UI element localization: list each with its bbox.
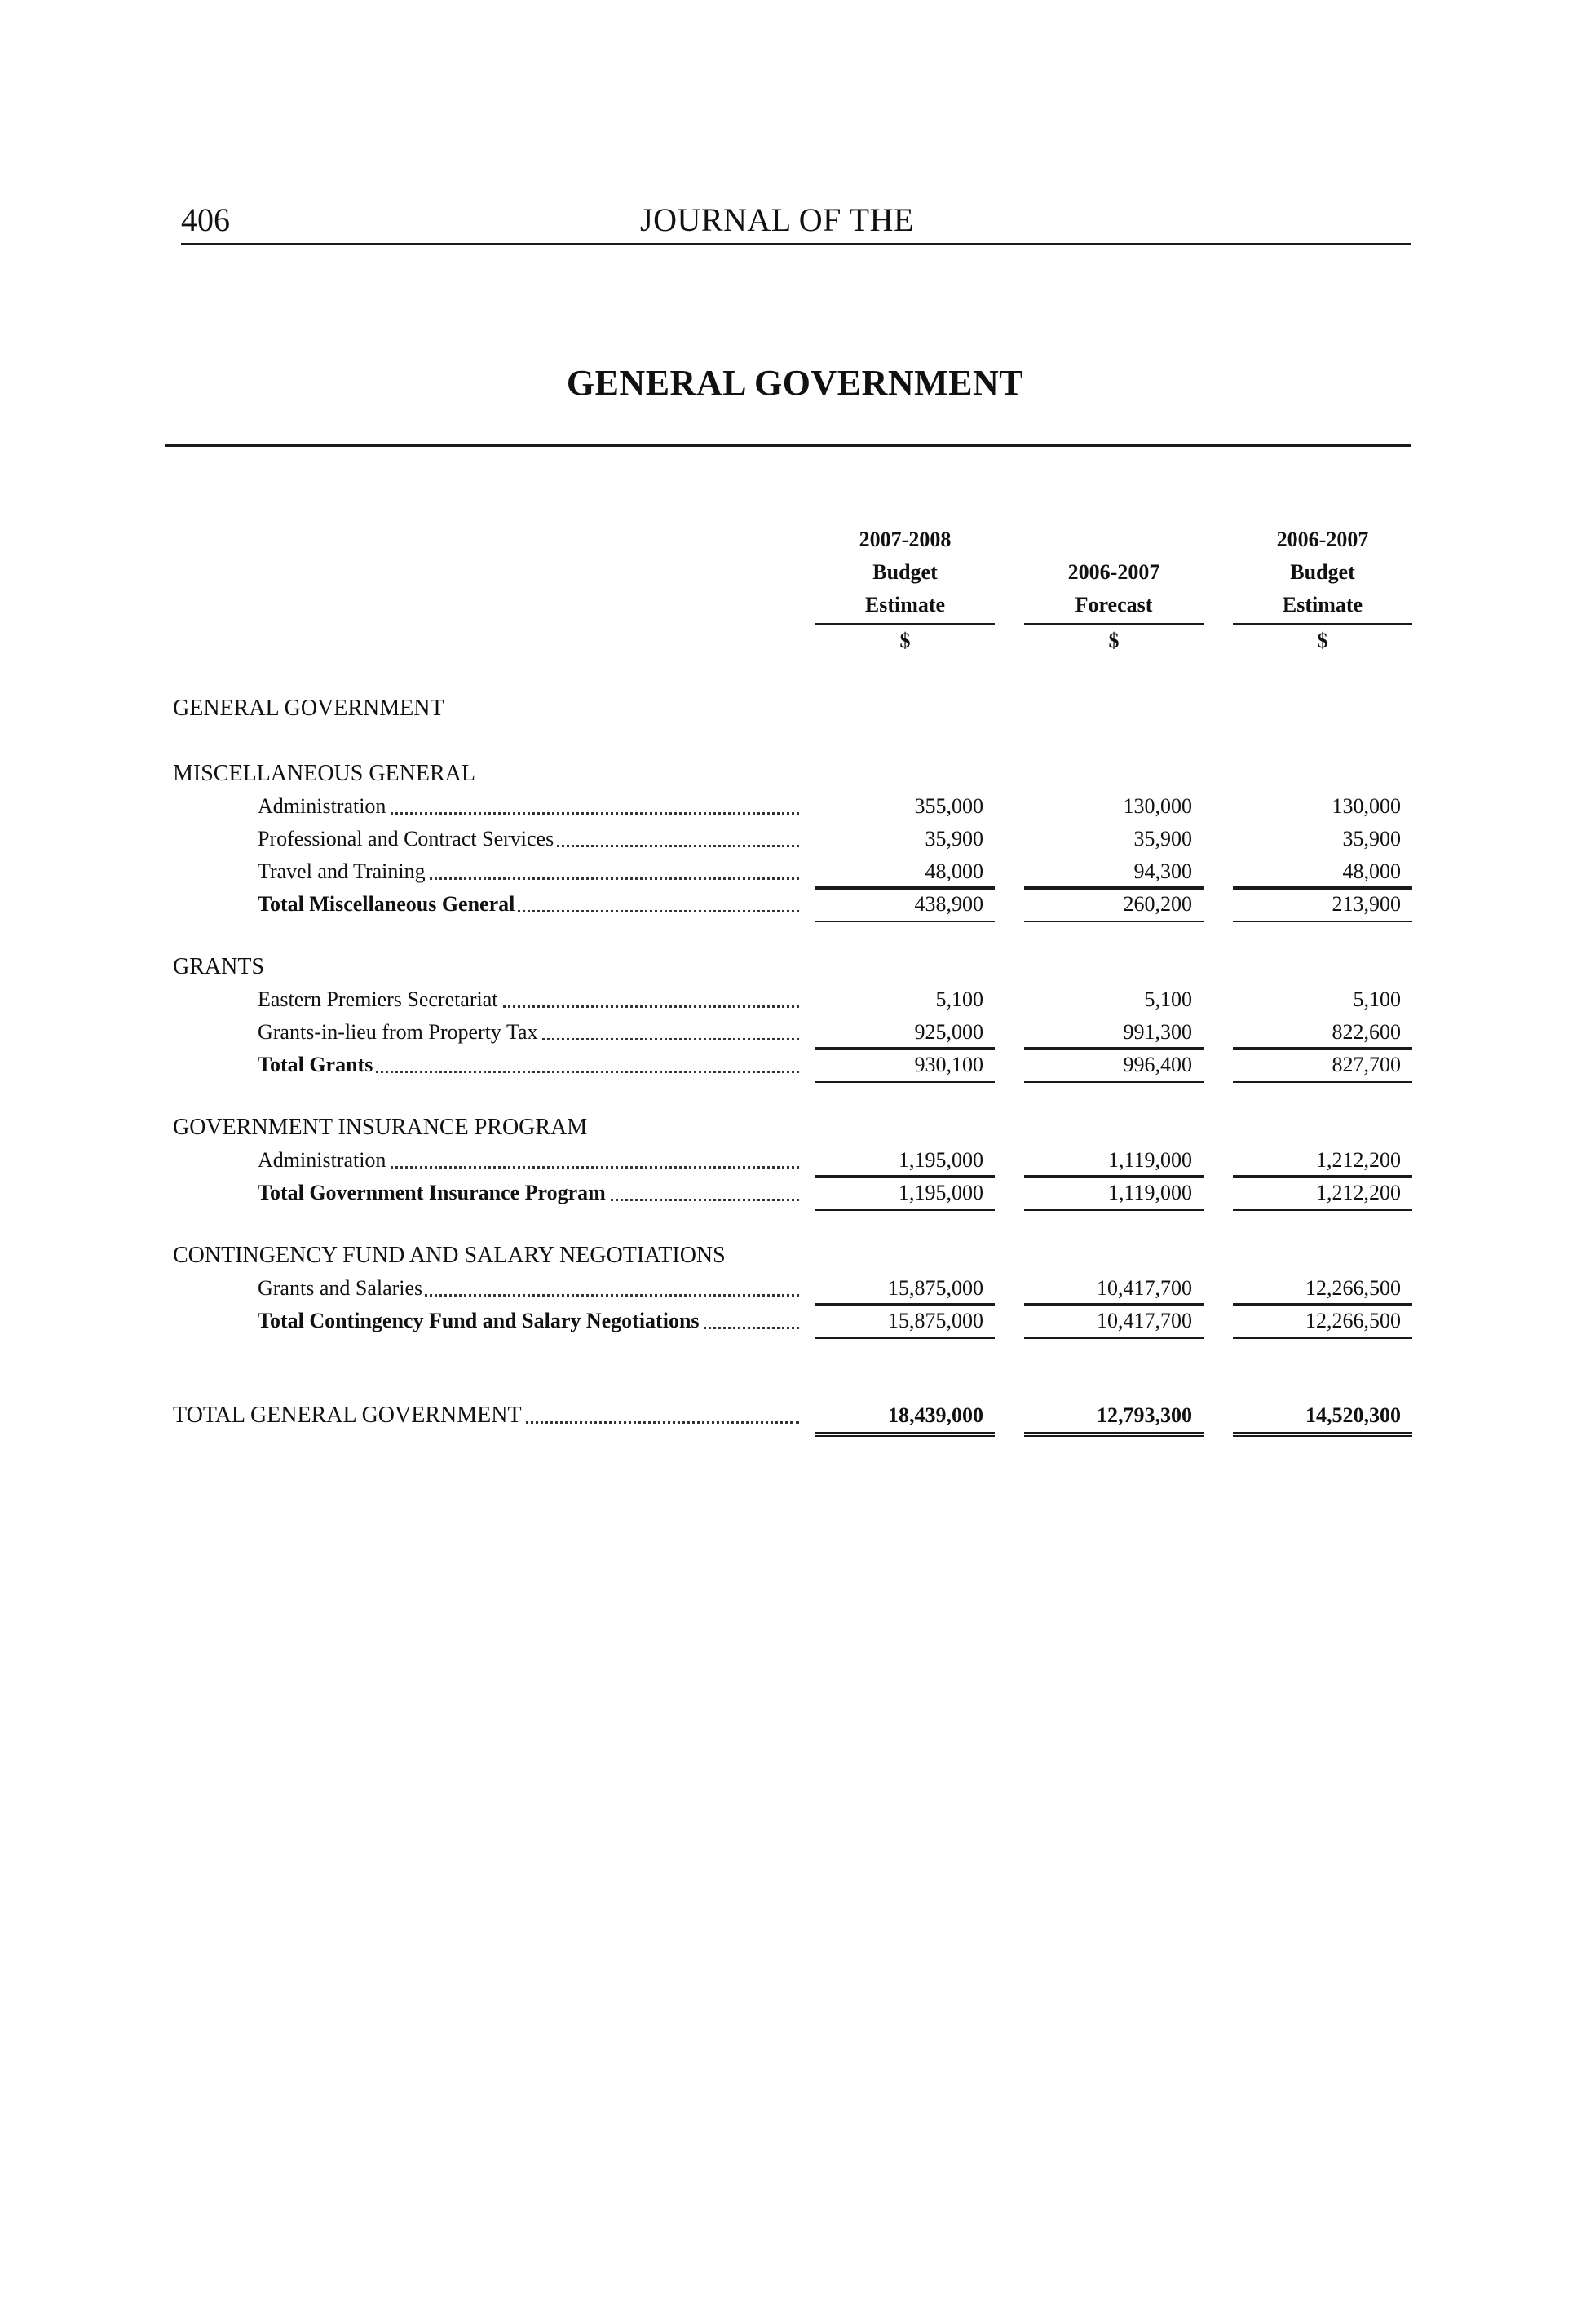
subtotal-text: Total Grants [258, 1053, 375, 1076]
subtotal-budget-2007-2008: 1,195,000 [815, 1177, 995, 1211]
column-unit: $ [1317, 629, 1328, 652]
column-header-line: Estimate [1282, 593, 1363, 616]
column-unit: $ [1108, 629, 1120, 652]
title-divider [165, 444, 1411, 447]
page-title: GENERAL GOVERNMENT [566, 363, 1024, 403]
budget-2006-2007-value: 1,212,200 [1233, 1144, 1412, 1177]
forecast-2006-2007-value: 35,900 [1133, 827, 1192, 851]
budget-2006-2007-value: 822,600 [1233, 1016, 1412, 1049]
journal-title: JOURNAL OF THE [640, 201, 914, 238]
budget-2006-2007-value: 5,100 [1353, 987, 1401, 1011]
table-row [0, 790, 1590, 823]
grand-total-label [173, 1399, 799, 1432]
budget-2006-2007-value: 130,000 [1332, 794, 1401, 818]
subtotal-budget-2006-2007: 1,212,200 [1233, 1177, 1412, 1211]
budget-2007-2008-value: 355,000 [914, 794, 983, 818]
section-heading-row [0, 1239, 1590, 1272]
subtotal-budget-2007-2008: 930,100 [815, 1049, 995, 1083]
table-row [0, 855, 1590, 888]
grand-total-forecast-2006-2007: 12,793,300 [1024, 1399, 1204, 1437]
table-row [0, 1272, 1590, 1305]
budget-2006-2007-value: 35,900 [1342, 827, 1401, 851]
column-header-line: Estimate [864, 593, 946, 616]
forecast-2006-2007-value: 1,119,000 [1024, 1144, 1204, 1177]
subtotal-label [258, 1049, 799, 1081]
table-row [0, 1016, 1590, 1049]
line-item-text: Administration [258, 794, 388, 818]
subtotal-text: Total Contingency Fund and Salary Negotiations [258, 1309, 702, 1332]
column-header-line: Budget [1290, 560, 1355, 584]
line-item-text: Professional and Contract Services [258, 827, 556, 851]
subtotal-budget-2006-2007: 213,900 [1233, 888, 1412, 922]
budget-2007-2008-value: 15,875,000 [815, 1272, 995, 1305]
budget-2007-2008-value: 48,000 [815, 855, 995, 888]
forecast-2006-2007-value: 991,300 [1024, 1016, 1204, 1049]
column-header-line: 2007-2008 [859, 528, 952, 551]
subtotal-forecast-2006-2007: 996,400 [1024, 1049, 1204, 1083]
subtotal-text: Total Government Insurance Program [258, 1181, 608, 1204]
line-item-text: Grants and Salaries [258, 1276, 425, 1300]
subtotal-row [0, 888, 1590, 921]
column-header-2006-2007-budget-estimate [1233, 524, 1412, 657]
column-header-2007-2008-budget-estimate [815, 524, 995, 657]
column-header-line: Forecast [1075, 593, 1153, 616]
subtotal-forecast-2006-2007: 1,119,000 [1024, 1177, 1204, 1211]
table-row [0, 983, 1590, 1016]
grand-total-text: TOTAL GENERAL GOVERNMENT [173, 1403, 524, 1428]
budget-2007-2008-value: 5,100 [935, 987, 983, 1011]
line-item-label [258, 823, 799, 855]
column-unit: $ [899, 629, 911, 652]
department-heading-row [0, 692, 1590, 725]
table-row [0, 1144, 1590, 1177]
column-header-line: Budget [872, 560, 938, 584]
budget-2006-2007-value: 12,266,500 [1233, 1272, 1412, 1305]
forecast-2006-2007-value: 10,417,700 [1024, 1272, 1204, 1305]
line-item-text: Administration [258, 1148, 388, 1172]
budget-2007-2008-value: 1,195,000 [815, 1144, 995, 1177]
column-header-line [1024, 524, 1204, 556]
budget-2007-2008-value: 925,000 [815, 1016, 995, 1049]
subtotal-label [258, 1305, 799, 1337]
section-heading: GOVERNMENT INSURANCE PROGRAM [173, 1115, 588, 1140]
line-item-label [258, 983, 799, 1016]
subtotal-row [0, 1049, 1590, 1081]
running-header [181, 201, 1411, 245]
section-heading: MISCELLANEOUS GENERAL [173, 761, 475, 786]
line-item-label [258, 790, 799, 823]
column-header-line: 2006-2007 [1276, 528, 1369, 551]
page-number: 406 [181, 201, 230, 238]
section-heading: GRANTS [173, 954, 265, 979]
forecast-2006-2007-value: 130,000 [1123, 794, 1192, 818]
line-item-text: Grants-in-lieu from Property Tax [258, 1020, 541, 1044]
subtotal-forecast-2006-2007: 260,200 [1024, 888, 1204, 922]
forecast-2006-2007-value: 94,300 [1024, 855, 1204, 888]
subtotal-budget-2006-2007: 12,266,500 [1233, 1305, 1412, 1339]
column-header-2006-2007-forecast [1024, 524, 1204, 657]
grand-total-budget-2006-2007: 14,520,300 [1233, 1399, 1412, 1437]
subtotal-row [0, 1305, 1590, 1337]
section-heading-row [0, 758, 1590, 790]
line-item-text: Travel and Training [258, 859, 428, 883]
subtotal-forecast-2006-2007: 10,417,700 [1024, 1305, 1204, 1339]
section-heading-row [0, 951, 1590, 983]
forecast-2006-2007-value: 5,100 [1144, 987, 1192, 1011]
subtotal-budget-2007-2008: 438,900 [815, 888, 995, 922]
subtotal-row [0, 1177, 1590, 1209]
subtotal-budget-2007-2008: 15,875,000 [815, 1305, 995, 1339]
column-header-line: 2006-2007 [1067, 560, 1160, 584]
subtotal-budget-2006-2007: 827,700 [1233, 1049, 1412, 1083]
section-heading-row [0, 1111, 1590, 1144]
line-item-text: Eastern Premiers Secretariat [258, 987, 501, 1011]
table-row [0, 823, 1590, 855]
budget-2007-2008-value: 35,900 [925, 827, 983, 851]
budget-2006-2007-value: 48,000 [1233, 855, 1412, 888]
grand-total-budget-2007-2008: 18,439,000 [815, 1399, 995, 1437]
line-item-label [258, 855, 799, 888]
line-item-label [258, 1272, 799, 1305]
section-heading: CONTINGENCY FUND AND SALARY NEGOTIATIONS [173, 1243, 726, 1268]
line-item-label [258, 1144, 799, 1177]
subtotal-text: Total Miscellaneous General [258, 892, 517, 916]
grand-total-row [0, 1399, 1590, 1432]
subtotal-label [258, 888, 799, 921]
line-item-label [258, 1016, 799, 1049]
department-heading: GENERAL GOVERNMENT [173, 696, 444, 721]
subtotal-label [258, 1177, 799, 1209]
